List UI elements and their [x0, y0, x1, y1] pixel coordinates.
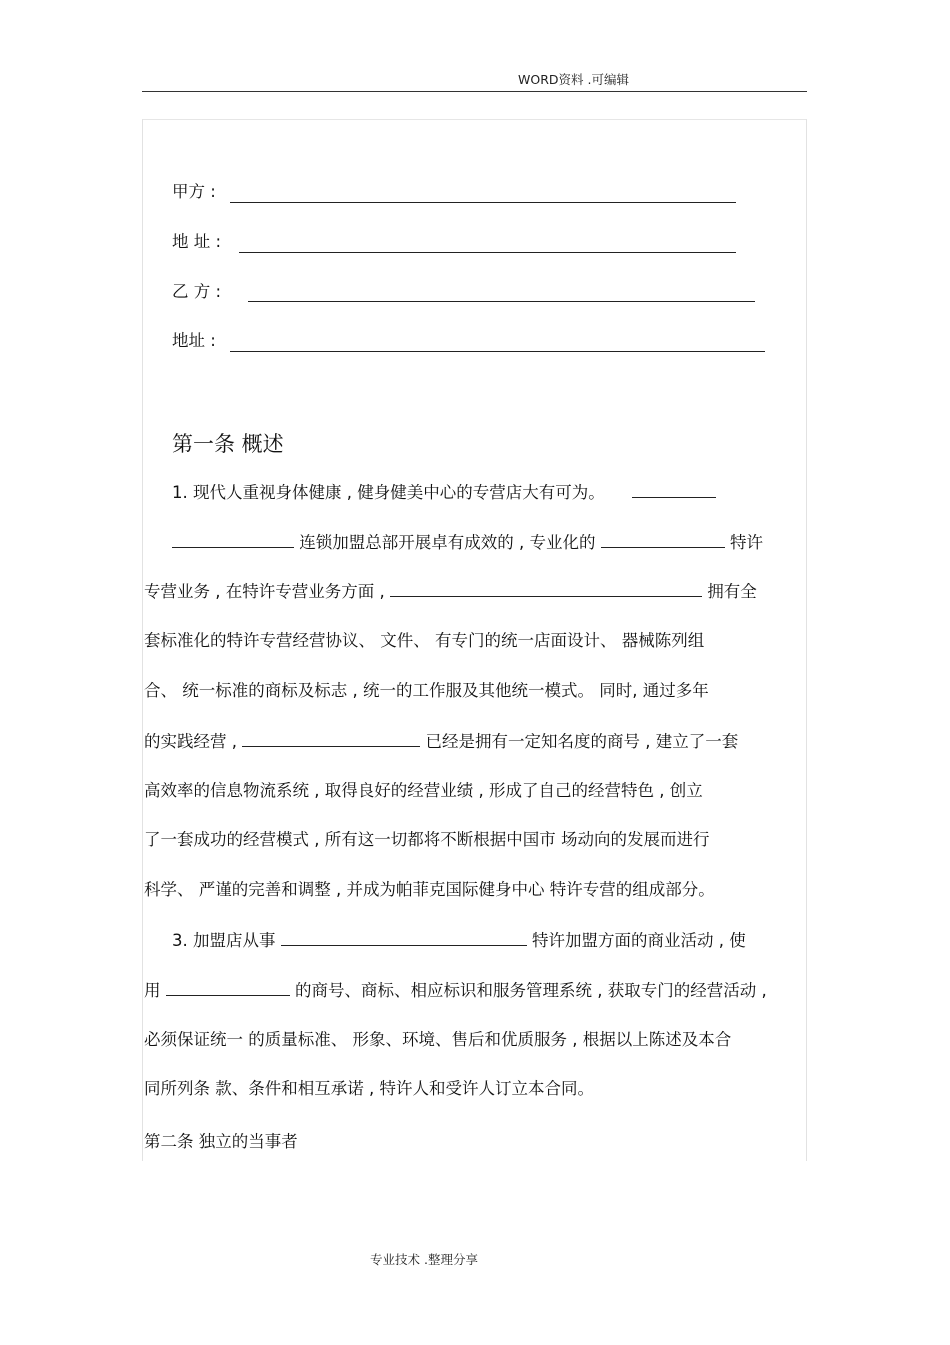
frame-top-border: [142, 119, 807, 120]
article-1-line-9: 科学、 严谨的完善和调整 , 并成为帕菲克国际健身中心 特许专营的组成部分。: [144, 880, 715, 899]
address-a-blank[interactable]: [239, 252, 736, 253]
article-1-line-5: 合、 统一标准的商标及标志 , 统一的工作服及其他统一模式。 同时, 通过多年: [144, 681, 709, 700]
line-text: 的实践经营 ,: [144, 732, 243, 751]
party-b-blank[interactable]: [248, 301, 755, 302]
fill-blank[interactable]: [390, 580, 702, 597]
article-1-line-4: 套标准化的特许专营经营协议、 文件、 有专门的统一店面设计、 器械陈列组: [144, 631, 705, 650]
line-text: 专营业务 , 在特许专营业务方面 ,: [144, 582, 390, 601]
line-text: 用: [144, 981, 161, 1000]
fill-blank[interactable]: [601, 531, 725, 548]
party-a-blank[interactable]: [230, 202, 736, 203]
line-text: 特许: [729, 533, 763, 552]
article-1-line-1: [172, 481, 716, 504]
party-b-label: 乙 方 :: [172, 282, 222, 301]
article-1-line-11: [144, 979, 767, 1002]
line-text: 已经是拥有一定知名度的商号 , 建立了一套: [425, 732, 739, 751]
party-a-label: 甲方 :: [172, 182, 216, 201]
article-1-line-12: 必须保证统一 的质量标准、 形象、环境、售后和优质服务 , 根据以上陈述及本合: [144, 1030, 732, 1049]
header-rule: [142, 91, 807, 92]
address-b-blank[interactable]: [230, 351, 765, 352]
article-1-line-8: 了一套成功的经营模式 , 所有这一切都将不断根据中国市 场动向的发展而进行: [144, 830, 710, 849]
fill-blank[interactable]: [632, 481, 716, 498]
fill-blank[interactable]: [242, 730, 420, 747]
article-1-line-13: 同所列条 款、条件和相互承诺 , 特许人和受许人订立本合同。: [144, 1079, 594, 1098]
article-1-line-6: [144, 730, 738, 753]
line-text: 连锁加盟总部开展卓有成效的 , 专业化的: [299, 533, 601, 552]
article-1-line-3: [144, 580, 757, 603]
line-text: 3. 加盟店从事: [172, 931, 281, 950]
line-text: 1. 现代人重视身体健康 , 健身健美中心的专营店大有可为。: [172, 483, 605, 502]
article-2-heading: 第二条 独立的当事者: [144, 1132, 298, 1151]
frame-right-border: [806, 119, 807, 1161]
article-1-heading: 第一条 概述: [172, 432, 284, 456]
page-footer-text: 专业技术 .整理分享: [370, 1252, 478, 1267]
article-1-line-2: [172, 531, 763, 554]
article-1-line-10: [172, 929, 746, 952]
frame-left-border: [142, 119, 143, 1161]
line-text: 特许加盟方面的商业活动 , 使: [531, 931, 746, 950]
fill-blank[interactable]: [281, 929, 527, 946]
page-header-text: WORD资料 .可编辑: [518, 72, 629, 87]
fill-blank[interactable]: [166, 979, 290, 996]
line-text: 拥有全: [707, 582, 757, 601]
article-1-line-7: 高效率的信息物流系统 , 取得良好的经营业绩 , 形成了自己的经营特色 , 创立: [144, 781, 703, 800]
line-text: 的商号、商标、相应标识和服务管理系统 , 获取专门的经营活动 ,: [295, 981, 767, 1000]
fill-blank[interactable]: [172, 531, 294, 548]
address-b-label: 地址 :: [172, 331, 216, 350]
address-a-label: 地 址 :: [172, 232, 222, 251]
